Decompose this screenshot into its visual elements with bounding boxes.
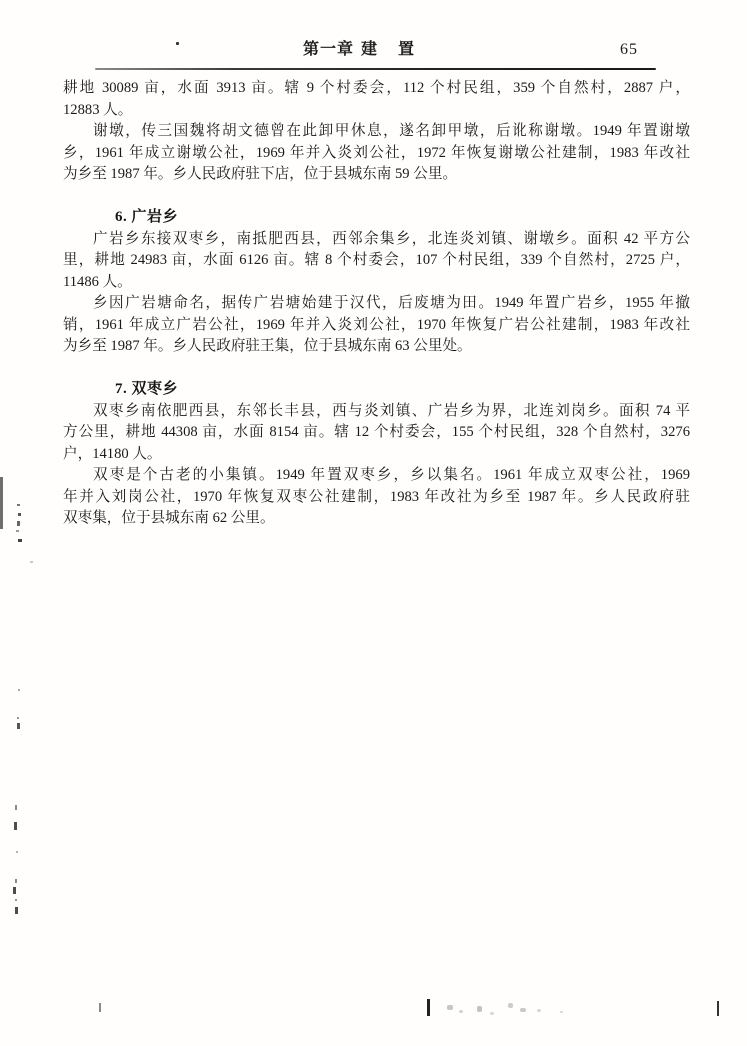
scan-artifact <box>17 521 20 526</box>
chapter-heading <box>303 40 417 60</box>
text-line: 乡因广岩塘命名，据传广岩塘始建于汉代，后废塘为田。1949 年置广岩乡，1955 年撤 <box>93 295 690 311</box>
scan-artifact <box>520 1008 526 1012</box>
paragraph <box>63 465 690 530</box>
text-line: 方公里，耕地 44308 亩，水面 8154 亩。辖 12 个村委会，155 个村民组，328 个自然村，3276 <box>63 424 690 440</box>
scan-artifact <box>18 689 20 691</box>
text-line: 双枣是个古老的小集镇。1949 年置双枣乡，乡以集名。1961 年成立双枣公社，1969 <box>93 467 690 483</box>
page-body <box>63 78 690 530</box>
text-line: 乡，1961 年成立谢墩公社，1969 年并入炎刘公社，1972 年恢复谢墩公社建制，1983 年改社 <box>63 144 690 161</box>
scan-artifact <box>560 1011 563 1013</box>
text-line: 11486 人。 <box>63 273 132 290</box>
scan-artifact <box>176 42 179 45</box>
section-heading: 7. 双枣乡 <box>115 381 179 397</box>
scan-artifact <box>0 477 3 529</box>
text-line: 年并入刘岗公社，1970 年恢复双枣公社建制，1983 年改社为乡至 1987 年。乡人民政府驻 <box>63 488 690 505</box>
scan-artifact <box>427 999 430 1016</box>
scan-artifact <box>477 1006 482 1012</box>
paragraph <box>63 229 690 294</box>
paragraph <box>63 401 690 466</box>
text-line: 耕地 30089 亩，水面 3913 亩。辖 9 个村委会，112 个村民组，359 个自然村，2887 户， <box>63 80 690 96</box>
scan-artifact <box>17 504 20 506</box>
page-number: 65 <box>620 41 638 58</box>
scan-artifact <box>13 887 16 894</box>
paragraph <box>63 78 690 121</box>
scan-artifact <box>99 1003 101 1012</box>
scan-artifact <box>537 1009 541 1012</box>
scan-artifact <box>15 899 17 901</box>
scan-artifact <box>18 513 21 516</box>
scan-artifact <box>447 1005 453 1010</box>
scan-artifact <box>16 851 18 853</box>
scan-artifact <box>16 530 19 532</box>
scan-artifact <box>15 879 17 883</box>
scan-artifact <box>15 907 18 914</box>
header-rule <box>95 68 656 70</box>
scan-artifact <box>459 1010 463 1013</box>
section-heading: 6. 广岩乡 <box>115 209 179 225</box>
text-line: 为乡至 1987 年。乡人民政府驻下店，位于县城东南 59 公里。 <box>63 166 458 182</box>
text-line: 广岩乡东接双枣乡，南抵肥西县，西邻余集乡，北连炎刘镇、谢墩乡。面积 42 平方公 <box>93 230 690 247</box>
scan-artifact <box>490 1012 494 1015</box>
scan-artifact <box>18 539 22 542</box>
text-line: 里，耕地 24983 亩，水面 6126 亩。辖 8 个村委会，107 个村民组，339 个自然村，2725 户， <box>63 252 690 268</box>
text-line: 户，14180 人。 <box>63 445 162 462</box>
scan-artifact <box>15 805 17 810</box>
text-line: 为乡至 1987 年。乡人民政府驻王集，位于县城东南 63 公里处。 <box>63 338 472 354</box>
text-line: 谢墩，传三国魏将胡文德曾在此卸甲休息，遂名卸甲墩，后讹称谢墩。1949 年置谢墩 <box>93 123 690 139</box>
chapter-number: 第一章 <box>303 41 355 58</box>
scan-artifact <box>30 561 33 563</box>
paragraph <box>63 293 690 358</box>
scan-artifact <box>17 717 19 719</box>
paragraph <box>63 121 690 186</box>
text-line: 双枣乡南依肥西县，东邻长丰县，西与炎刘镇、广岩乡为界，北连刘岗乡。面积 74 平 <box>93 402 690 419</box>
text-line: 双枣集，位于县城东南 62 公里。 <box>63 510 275 526</box>
scan-artifact <box>508 1003 513 1008</box>
scan-artifact <box>14 822 17 830</box>
chapter-section-title: 建 置 <box>361 41 417 58</box>
scan-artifact <box>717 1001 719 1016</box>
scan-artifact <box>17 723 20 729</box>
text-line: 12883 人。 <box>63 101 133 118</box>
text-line: 销，1961 年成立广岩公社，1969 年并入炎刘公社，1970 年恢复广岩公社建制，1983 年改社 <box>63 316 690 333</box>
